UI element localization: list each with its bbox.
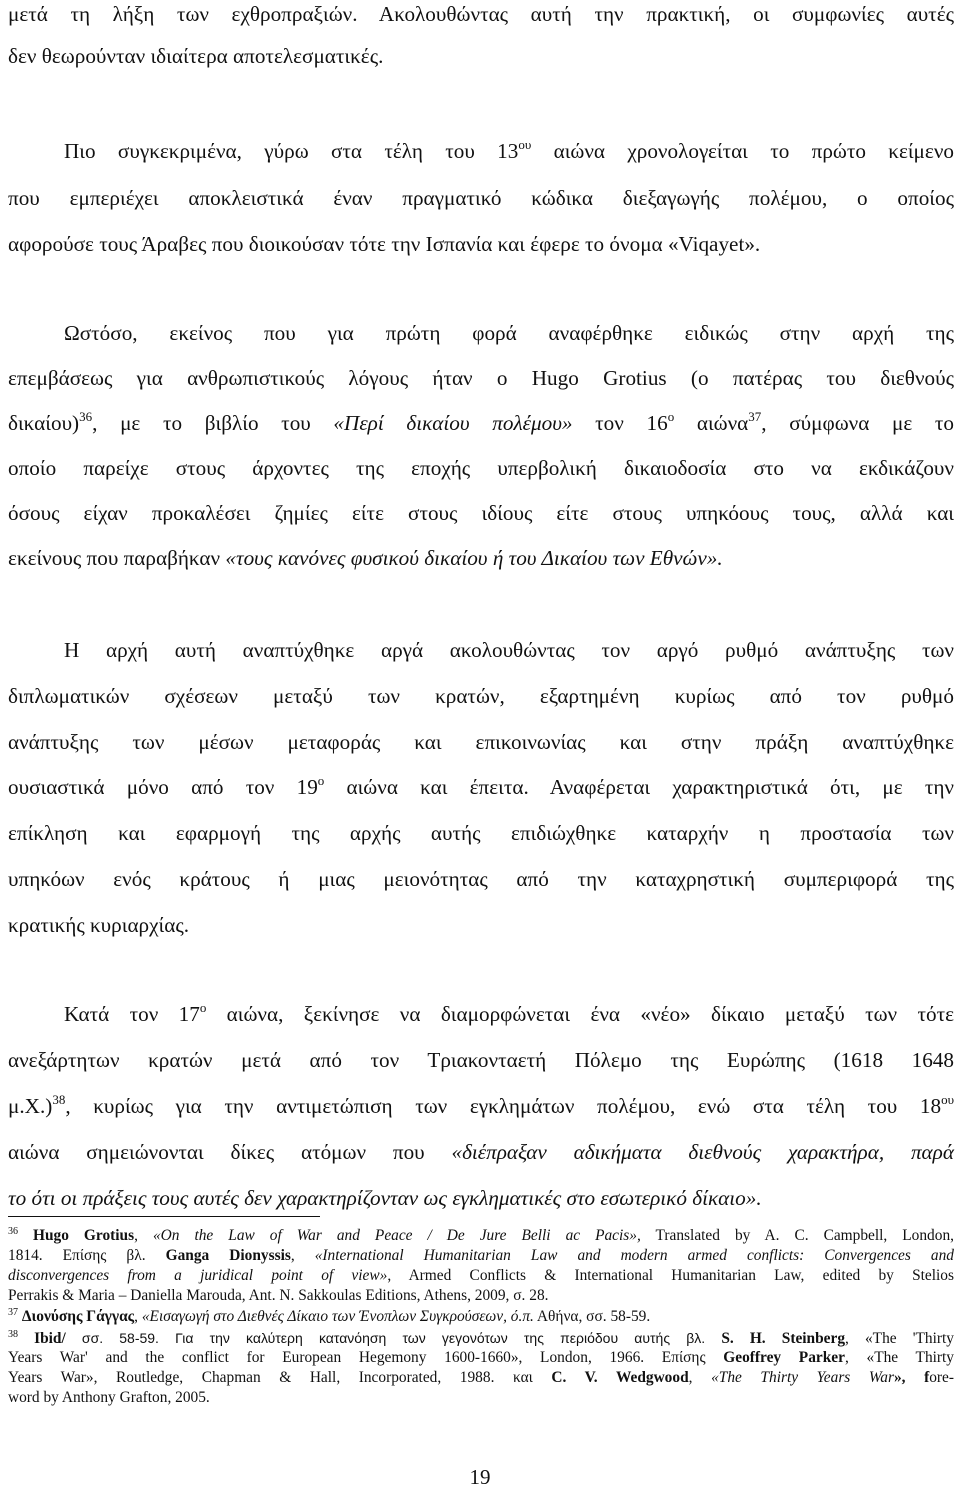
text: μετά τη λήξη των εχθροπραξιών. Ακολουθώντας αυτή την πρακτική, οι συμφωνίες αυτές <box>8 2 954 26</box>
book-title: disconvergences from a juridical point of view» <box>8 1267 388 1284</box>
paragraph-line <box>64 1000 954 1028</box>
footnote-38 <box>8 1328 954 1349</box>
paragraph-line <box>8 911 954 939</box>
paragraph-line <box>64 319 954 347</box>
superscript: ο <box>667 409 675 424</box>
paragraph-line <box>8 1046 954 1074</box>
text: ανεξάρτητων κρατών μετά από τον Τριακονταετή Πόλεμο της Ευρώπης (1618 1648 <box>8 1048 954 1072</box>
paragraph-line <box>8 364 954 392</box>
text: οποίο παρείχε στους άρχοντες της εποχής υπερβολική δικαιοδοσία στο να εκδικάζουν <box>8 456 954 480</box>
footnote-number: 36 <box>8 1226 18 1237</box>
footnote-38-line <box>8 1388 954 1408</box>
book-title: «International Humanitarian Law and modern armed conflicts: Convergences and <box>314 1247 954 1264</box>
footnote-36-line <box>8 1286 954 1306</box>
footnote-36 <box>8 1226 954 1246</box>
text: , <box>134 1227 153 1244</box>
text: Αθήνα, σσ. 58-59. <box>533 1308 651 1325</box>
text: κρατικής κυριαρχίας. <box>8 913 190 937</box>
paragraph-line <box>64 137 954 165</box>
text: , <box>688 1369 712 1386</box>
text: τον 16 <box>572 411 668 435</box>
text: αιώνα <box>674 411 749 435</box>
paragraph-line <box>8 773 954 801</box>
paragraph-line <box>64 636 954 664</box>
footnote-37 <box>8 1307 954 1327</box>
text: Ωστόσο, εκείνος που για πρώτη φορά αναφέρθηκε ειδικώς στην αρχή της <box>64 321 954 345</box>
paragraph-line <box>8 544 954 572</box>
text: μ.Χ.) <box>8 1094 53 1118</box>
text: , Armed Conflicts & International Humanitarian Law, edited by Stelios <box>387 1267 954 1284</box>
quotation: «τους κανόνες φυσικού δικαίου ή του Δικαίου των Εθνών». <box>225 546 723 570</box>
text: υπηκόων ενός κράτους ή μιας μειονότητας από την καταχρηστική συμπεριφορά της <box>8 867 954 891</box>
book-title: «Εισαγωγή στο Διεθνές Δίκαιο των Ένοπλων Συγκρούσεων, ό.π. <box>141 1308 534 1325</box>
page-number: 19 <box>469 1465 491 1489</box>
author: Hugo Grotius <box>33 1227 135 1244</box>
text: , σύμφωνα με το <box>761 411 954 435</box>
paragraph-line <box>8 1184 954 1212</box>
text: διπλωματικών σχέσεων μεταξύ των κρατών, εξαρτημένη κυρίως από τον ρυθμό <box>8 684 954 708</box>
footnote-36-line <box>8 1246 954 1266</box>
paragraph-line <box>8 409 954 437</box>
paragraph-line <box>8 0 954 28</box>
author: Διονύσης Γάγγας <box>21 1308 135 1325</box>
author: Ibid/ <box>34 1330 66 1347</box>
text: δικαίου) <box>8 411 80 435</box>
text: word by Anthony Grafton, 2005. <box>8 1389 210 1406</box>
quotation: το ότι οι πράξεις τους αυτές δεν χαρακτηρίζονταν ως εγκληματικές στο εσωτερικό δίκαιο». <box>8 1186 762 1210</box>
paragraph-line <box>8 499 954 527</box>
author: Ganga Dionyssis <box>165 1247 291 1264</box>
text: αιώνα χρονολογείται το πρώτο κείμενο <box>531 139 954 163</box>
paragraph-line <box>8 1092 954 1120</box>
footnote-ref-36[interactable]: 36 <box>79 409 93 424</box>
text: , «The Thirty <box>844 1349 955 1366</box>
text: αιώνα σημειώνονται δίκες ατόμων που <box>8 1140 452 1164</box>
superscript: ο <box>199 1000 207 1015</box>
paragraph-line <box>8 454 954 482</box>
footnote-38-line <box>8 1348 954 1368</box>
footnote-number: 37 <box>8 1307 18 1318</box>
text: , «The 'Thirty <box>845 1330 954 1347</box>
paragraph-line <box>8 819 954 847</box>
footnote-38-line <box>8 1368 954 1388</box>
text: , <box>134 1308 142 1325</box>
paragraph-line <box>8 230 954 258</box>
text: ανάπτυξης των μέσων μεταφοράς και επικοινωνίας και στην πράξη αναπτύχθηκε <box>8 730 954 754</box>
text: ore- <box>929 1369 954 1386</box>
text: , με το βιβλίο του <box>92 411 334 435</box>
text: σσ. 58-59. Για την καλύτερη κατανόηση των γεγονότων της περιόδου αυτής βλ. <box>65 1330 722 1346</box>
text: αφορούσε τους Άραβες που διοικούσαν τότε την Ισπανία και έφερε το όνομα «Viqayet». <box>8 232 761 256</box>
footnote-36-line <box>8 1266 954 1286</box>
paragraph-line <box>8 865 954 893</box>
text: επεμβάσεως για ανθρωπιστικούς λόγους ήταν ο Hugo Grotius (ο πατέρας του διεθνούς <box>8 366 954 390</box>
text: που εμπεριέχει αποκλειστικά έναν πραγματικό κώδικα διεξαγωγής πολέμου, ο οποίος <box>8 186 954 210</box>
paragraph-line <box>8 682 954 710</box>
text: Πιο συγκεκριμένα, γύρω στα τέλη του 13 <box>64 139 519 163</box>
text: δεν θεωρούνταν ιδιαίτερα αποτελεσματικές. <box>8 44 384 68</box>
text: ουσιαστικά μόνο από τον 19 <box>8 775 318 799</box>
quotation: «διέπραξαν αδικήματα διεθνούς χαρακτήρα, παρά <box>451 1140 954 1164</box>
paragraph-line <box>8 1138 954 1166</box>
paragraph-line <box>8 728 954 756</box>
text: Κατά τον 17 <box>64 1002 200 1026</box>
superscript: ου <box>941 1092 954 1107</box>
text: εκείνους που παραβήκαν <box>8 546 226 570</box>
text: αιώνα και έπειτα. Αναφέρεται χαρακτηριστικά ότι, με την <box>324 775 954 799</box>
text: , κυρίως για την αντιμετώπιση των εγκλημάτων πολέμου, ενώ στα τέλη του 18 <box>65 1094 942 1118</box>
paragraph-line <box>8 184 954 212</box>
text: Η αρχή αυτή αναπτύχθηκε αργά ακολουθώντας τον αργό ρυθμό ανάπτυξης των <box>64 638 954 662</box>
text: όσους είχαν προκαλέσει ζημίες είτε στους ιδίους είτε στους υπηκόους τους, αλλά και <box>8 501 954 525</box>
footnote-separator <box>8 1216 320 1217</box>
text: », f <box>893 1369 930 1386</box>
text: , <box>290 1247 315 1264</box>
author: C. V. Wedgwood <box>551 1369 689 1386</box>
footnote-ref-37[interactable]: 37 <box>748 409 762 424</box>
superscript: ου <box>518 137 532 152</box>
book-title: «The Thirty Years War <box>711 1369 894 1386</box>
footnote-number: 38 <box>8 1329 18 1340</box>
author: S. H. Steinberg <box>721 1330 846 1347</box>
text: αιώνα, ξεκίνησε να διαμορφώνεται ένα «νέο» δίκαιο μεταξύ των τότε <box>206 1002 954 1026</box>
text: Translated by A. C. Campbell, London, <box>640 1227 954 1244</box>
text: Years War' and the conflict for European Hegemony 1600-1660», London, 1966. Επίσης <box>8 1349 724 1366</box>
paragraph-line <box>8 42 954 70</box>
text: Years War», Routledge, Chapman & Hall, Incorporated, 1988. και <box>8 1369 552 1386</box>
footnote-ref-38[interactable]: 38 <box>52 1092 66 1107</box>
superscript: ο <box>317 773 325 788</box>
text: Perrakis & Maria – Daniella Marouda, Ant. N. Sakkoulas Editions, Athens, 2009, σ. 28. <box>8 1287 549 1304</box>
author: Geoffrey Parker <box>723 1349 845 1366</box>
text: επίκληση και εφαρμογή της αρχής αυτής επιδιώχθηκε καταρχήν η προστασία των <box>8 821 954 845</box>
book-title: «Περί δικαίου πολέμου» <box>333 411 573 435</box>
book-title: «On the Law of War and Peace / De Jure Belli ac Pacis», <box>152 1227 641 1244</box>
text: 1814. Επίσης βλ. <box>8 1247 166 1264</box>
